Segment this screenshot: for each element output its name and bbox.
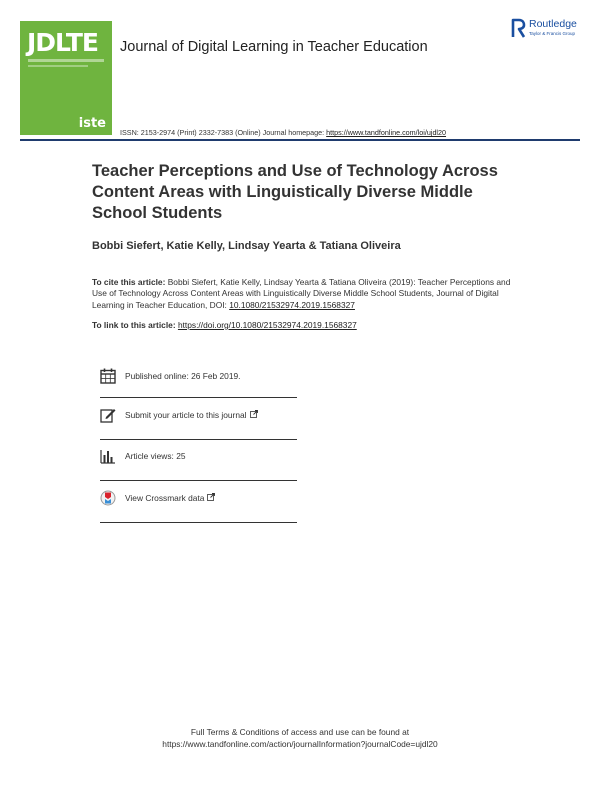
article-title: Teacher Perceptions and Use of Technology Across Content Areas with Linguistically Diverse Middle School Students — [92, 162, 498, 222]
routledge-name: Routledge — [529, 18, 577, 30]
article-link[interactable]: https://doi.org/10.1080/21532974.2019.1568327 — [177, 320, 357, 330]
journal-cover — [20, 21, 112, 135]
cover-logo: JDLTE — [27, 28, 98, 57]
divider — [100, 522, 297, 523]
crossmark-icon — [100, 490, 116, 506]
crossmark-row[interactable] — [100, 490, 297, 510]
routledge-r-icon — [511, 18, 526, 38]
submit-text: Submit your article to this journal — [125, 410, 247, 420]
submit-article-link[interactable] — [125, 410, 258, 420]
cover-decoration — [28, 65, 88, 67]
views-row — [100, 448, 297, 468]
routledge-logo[interactable] — [511, 18, 591, 40]
link-label: To link to this article: — [92, 320, 178, 330]
views-text: Article views: 25 — [125, 451, 186, 461]
crossmark-text: View Crossmark data — [125, 493, 205, 503]
article-authors: Bobbi Siefert, Katie Kelly, Lindsay Yearta & Tatiana Oliveira — [92, 240, 401, 252]
journal-homepage-link[interactable]: https://www.tandfonline.com/loi/ujdl20 — [326, 128, 447, 137]
crossmark-link[interactable] — [125, 493, 215, 503]
issn-text: ISSN: 2153-2974 (Print) 2332-7383 (Online) Journal homepage: — [120, 128, 327, 137]
published-text: Published online: 26 Feb 2019. — [125, 371, 241, 381]
external-link-icon — [250, 410, 258, 418]
citation-text: Bobbi Siefert, Katie Kelly, Lindsay Yearta & Tatiana Oliveira (2019): Teacher Perceptions and Use of Technology Across Content Areas with Linguistically Diverse Middle School Students, Journal of Digital Learning in Teacher Education, DOI: — [92, 277, 511, 310]
citation-block — [92, 277, 517, 311]
citation-label: To cite this article: — [92, 277, 166, 287]
routledge-tagline: Taylor & Francis Group — [529, 31, 576, 36]
calendar-icon — [100, 368, 116, 384]
divider — [100, 397, 297, 398]
submit-row[interactable] — [100, 407, 297, 427]
cover-decoration — [28, 59, 104, 62]
footer-terms: Full Terms & Conditions of access and use can be found at — [190, 727, 410, 737]
divider — [100, 480, 297, 481]
journal-title: Journal of Digital Learning in Teacher Education — [120, 39, 428, 55]
header-rule — [20, 139, 580, 141]
edit-icon — [100, 407, 116, 423]
published-row — [100, 368, 297, 388]
divider — [100, 439, 297, 440]
bar-chart-icon — [100, 448, 116, 464]
footer-url[interactable]: https://www.tandfonline.com/action/journalInformation?journalCode=ujdl20 — [162, 739, 438, 749]
link-to-article — [92, 320, 357, 330]
external-link-icon — [207, 493, 215, 501]
doi-link[interactable]: 10.1080/21532974.2019.1568327 — [229, 299, 355, 310]
issn-line — [120, 128, 446, 137]
cover-publisher-mark: iste — [78, 116, 106, 131]
